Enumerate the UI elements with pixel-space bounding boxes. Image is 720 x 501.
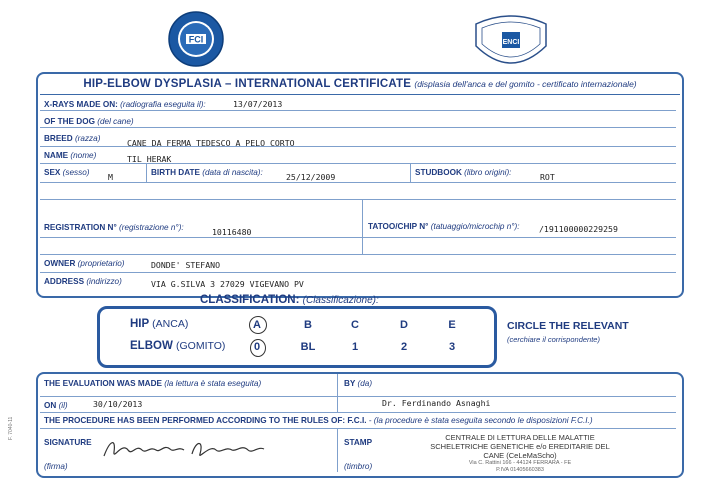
hip-label-it: (ANCA) — [152, 318, 189, 330]
row-divider — [40, 272, 676, 273]
name-label — [44, 151, 96, 160]
of-dog-label — [44, 117, 134, 126]
column-divider — [146, 163, 147, 182]
procedure-label — [44, 416, 593, 425]
column-divider — [337, 374, 338, 412]
birth-value: 25/12/2009 — [286, 172, 336, 182]
on-label — [44, 401, 68, 410]
stamp-line-1: CENTRALE DI LETTURA DELLE MALATTIE — [445, 433, 595, 442]
row-divider — [40, 396, 676, 397]
xrays-label — [44, 100, 206, 109]
column-divider — [362, 199, 363, 254]
elbow-grade-1[interactable]: 1 — [351, 341, 359, 353]
registration-label — [44, 223, 184, 232]
by-label — [344, 379, 372, 388]
row-divider — [40, 237, 676, 238]
sex-label-it: (sesso) — [62, 168, 90, 177]
signature-label: SIGNATURE — [44, 438, 92, 447]
stamp-it — [344, 462, 372, 471]
breed-label-it: (razza) — [74, 134, 101, 143]
evaluator-name: Dr. Ferdinando Asnaghi — [382, 398, 491, 408]
row-divider — [40, 199, 676, 200]
row-divider — [40, 428, 676, 429]
on-label-text: ON — [44, 401, 57, 410]
xrays-label-text: X-RAYS MADE ON: — [44, 100, 118, 109]
sex-label — [44, 168, 90, 177]
evaluation-made-it: (la lettura è stata eseguita) — [164, 379, 262, 388]
row-divider — [40, 182, 676, 183]
name-label-text: NAME — [44, 151, 69, 160]
row-divider — [40, 110, 676, 111]
enci-logo — [470, 10, 552, 72]
hip-label-text: HIP — [130, 318, 149, 330]
title-bar — [40, 76, 680, 95]
column-divider — [337, 428, 338, 472]
classification-heading-it: (Classificazione): — [302, 295, 379, 306]
registration-label-it: (registrazione n°): — [119, 223, 184, 232]
stamp-vat: P.IVA 01405660383 — [496, 467, 544, 473]
fci-logo — [167, 10, 225, 68]
address-label-text: ADDRESS — [44, 277, 85, 286]
xrays-label-it: (radiografia eseguita il): — [120, 100, 206, 109]
on-label-it: (il) — [58, 401, 68, 410]
signature-it — [44, 462, 68, 471]
name-value: TIL HERAK — [127, 154, 172, 164]
by-label-it: (da) — [357, 379, 373, 388]
of-dog-label-it: (del cane) — [97, 117, 134, 126]
elbow-label — [130, 340, 225, 352]
birth-label-it: (data di nascita): — [202, 168, 263, 177]
chip-value: /191100000229259 — [539, 224, 618, 234]
stamp-it-text: (timbro) — [344, 462, 373, 471]
studbook-value: ROT — [540, 172, 555, 182]
of-dog-label-text: OF THE DOG — [44, 117, 95, 126]
row-divider — [40, 412, 676, 413]
title-main: HIP-ELBOW DYSPLASIA – INTERNATIONAL CERTIFICATE — [83, 78, 412, 90]
title-italian: (displasia dell'anca e del gomito - certificato internazionale) — [414, 79, 637, 89]
signature-it-text: (firma) — [44, 462, 68, 471]
owner-label — [44, 259, 125, 268]
hip-label — [130, 318, 188, 330]
elbow-grade-bl[interactable]: BL — [300, 341, 316, 353]
elbow-grade-0[interactable]: 0 — [253, 341, 261, 353]
elbow-grade-3[interactable]: 3 — [448, 341, 456, 353]
row-divider — [40, 254, 676, 255]
sex-value: M — [108, 172, 113, 182]
xrays-date: 13/07/2013 — [233, 99, 283, 109]
evaluation-made-text: THE EVALUATION WAS MADE — [44, 379, 162, 388]
stamp-address: Via C. Rattini 166 - 44124 FERRARA - FE — [468, 460, 572, 466]
classification-box — [97, 306, 497, 368]
hip-grade-d[interactable]: D — [400, 319, 408, 331]
elbow-grade-2[interactable]: 2 — [400, 341, 408, 353]
studbook-label-text: STUDBOOK — [415, 168, 462, 177]
procedure-it: - (la procedure è stata eseguita secondo le disposizioni F.C.I.) — [368, 416, 593, 425]
hip-grade-a[interactable]: A — [253, 319, 261, 331]
stamp-label: STAMP — [344, 438, 373, 447]
breed-label — [44, 134, 100, 143]
name-label-it: (nome) — [70, 151, 97, 160]
circle-relevant-label: CIRCLE THE RELEVANT — [507, 320, 629, 332]
by-label-text: BY — [344, 379, 356, 388]
classification-heading — [200, 294, 379, 306]
handwritten-signature — [100, 434, 270, 464]
fci-logo-center: FCI — [188, 34, 204, 45]
sex-label-text: SEX — [44, 168, 61, 177]
registration-value: 10116480 — [212, 227, 252, 237]
hip-grade-e[interactable]: E — [448, 319, 456, 331]
chip-label — [368, 222, 520, 231]
evaluation-made-label — [44, 379, 261, 388]
birth-label-text: BIRTH DATE — [151, 168, 200, 177]
studbook-label-it: (libro origini): — [464, 168, 512, 177]
registration-label-text: REGISTRATION N° — [44, 223, 117, 232]
owner-value: DONDE' STEFANO — [151, 260, 221, 270]
row-divider — [40, 127, 676, 128]
circle-relevant-it: (cerchiare il corrispondente) — [507, 335, 600, 344]
elbow-label-text: ELBOW — [130, 340, 173, 352]
chip-label-it: (tatuaggio/microchip n°): — [430, 222, 520, 231]
margin-note: F. 7040-11 — [8, 416, 14, 440]
breed-value: CANE DA FERMA TEDESCO A PELO CORTO — [127, 138, 295, 148]
owner-label-text: OWNER — [44, 259, 76, 268]
address-value: VIA G.SILVA 3 27029 VIGEVANO PV — [151, 279, 304, 289]
address-label-it: (indirizzo) — [86, 277, 122, 286]
classification-heading-text: CLASSIFICATION: — [200, 294, 300, 306]
certificate-title — [40, 78, 680, 90]
stamp-line-2: SCHELETRICHE GENETICHE e/o EREDITARIE DEL — [430, 442, 610, 451]
column-divider — [410, 163, 411, 182]
breed-label-text: BREED — [44, 134, 73, 143]
owner-label-it: (proprietario) — [77, 259, 125, 268]
birth-label — [151, 168, 263, 177]
hip-grade-b[interactable]: B — [304, 319, 312, 331]
stamp-line-3: CANE (CeLeMaScho) — [483, 451, 557, 460]
hip-grade-c[interactable]: C — [351, 319, 359, 331]
studbook-label — [415, 168, 511, 177]
elbow-label-it: (GOMITO) — [176, 340, 226, 352]
chip-label-text: TATOO/CHIP N° — [368, 222, 429, 231]
address-label — [44, 277, 122, 286]
procedure-text: THE PROCEDURE HAS BEEN PERFORMED ACCORDING TO THE RULES OF: F.C.I. — [44, 416, 367, 425]
enci-logo-center: ENCI — [502, 39, 520, 46]
evaluation-date: 30/10/2013 — [93, 399, 143, 409]
